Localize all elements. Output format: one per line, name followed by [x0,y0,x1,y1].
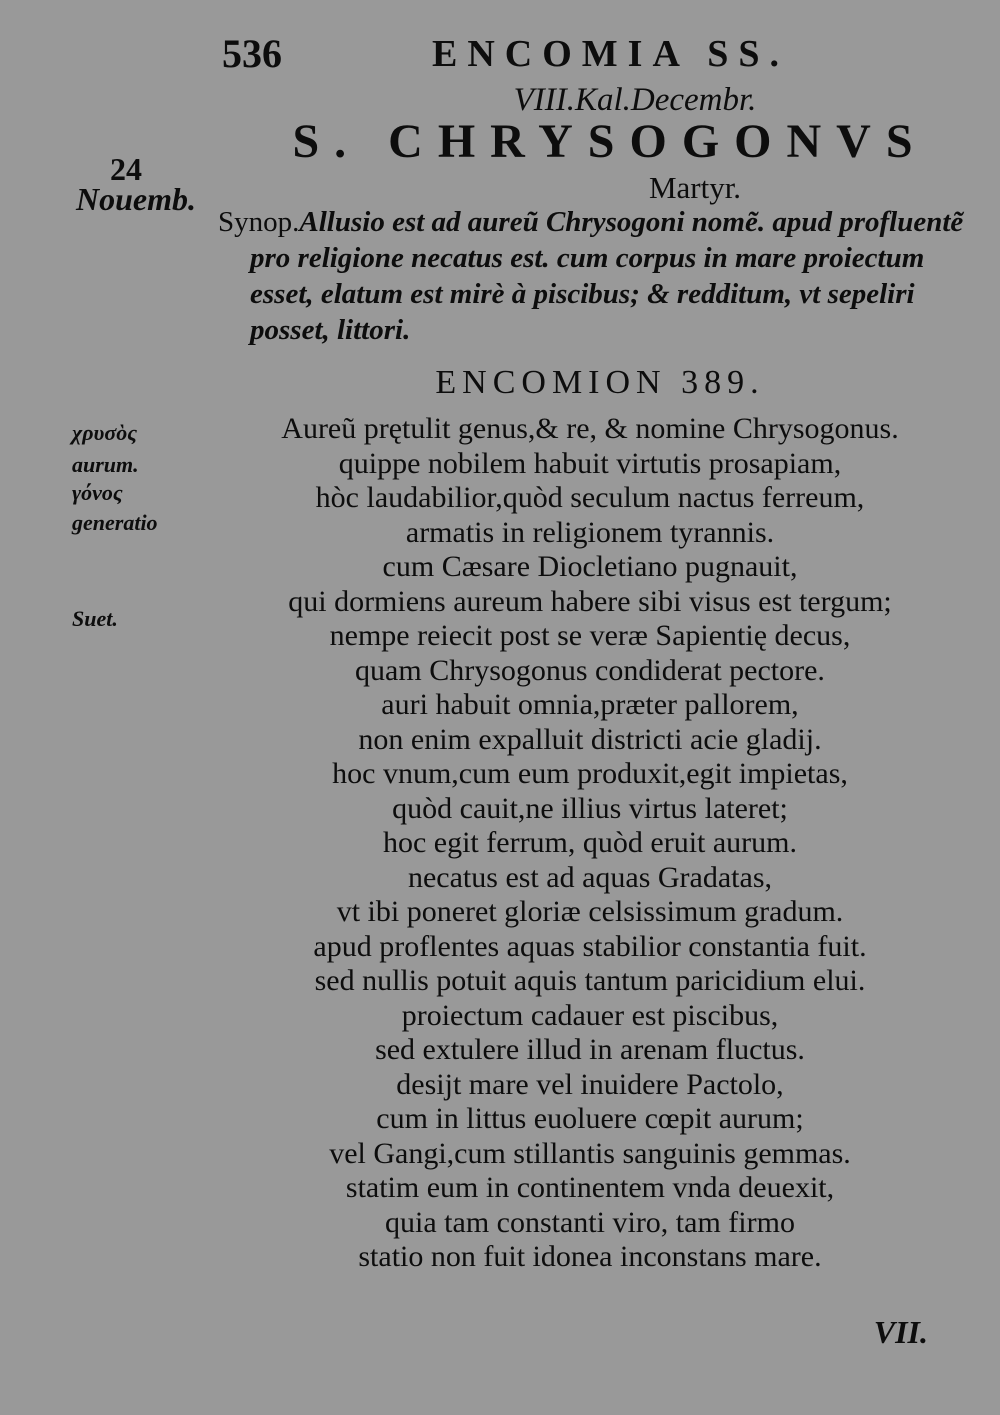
verse-line: statio non fuit idonea inconstans mare. [358,1240,822,1273]
synopsis-line: pro religione necatus est. cum corpus in mare proiectum [250,242,925,274]
verse-line: desijt mare vel inuidere Pactolo, [396,1067,784,1101]
margin-note: χρυσὸς [72,420,138,445]
feast-date: VIII.Kal.Decembr. [513,82,757,118]
margin-note: aurum. [72,452,139,477]
synopsis-line: posset, littori. [250,314,411,346]
synopsis-label: Synop. [218,206,300,238]
verse-line: vel Gangi,cum stillantis sanguinis gemmas. [329,1136,851,1170]
encomion-verses [190,412,990,1275]
verse-line: non enim expalluit districti acie gladij. [358,722,822,756]
verse-line: cum in littus euoluere cœpit aurum; [376,1102,804,1135]
verse-line: quippe nobilem habuit virtutis prosapiam, [338,446,842,480]
verse-line: cum Cæsare Diocletiano pugnauit, [382,550,798,583]
synopsis [218,204,988,348]
verse-line: necatus est ad aquas Gradatas, [407,860,772,894]
page-number: 536 [222,31,282,76]
verse-line: sed extulere illud in arenam fluctus. [375,1033,805,1066]
running-title: ENCOMIA SS. [432,33,790,75]
verse-line: hòc laudabilior,quòd seculum nactus ferreum, [315,481,865,514]
verse-line: vt ibi poneret gloriæ celsissimum gradum. [336,895,844,928]
verse-line: quam Chrysogonus condiderat pectore. [355,653,825,687]
margin-date [76,151,196,217]
verse-line: statim eum in continentem vnda deuexit, [345,1171,835,1204]
synopsis-line: esset, elatum est mirè à piscibus; & redditum, vt sepeliri [250,278,915,310]
running-head [0,30,1000,78]
verse-line: auri habuit omnia,præter pallorem, [381,688,799,721]
verse-line: hoc egit ferrum, quòd eruit aurum. [382,826,798,859]
verse-line: nempe reiecit post se veræ Sapientię decus, [329,619,851,652]
margin-note: generatio [72,510,158,535]
verse-line: apud proflentes aquas stabilior constantia fuit. [313,929,867,963]
catchword: VII. [873,1314,928,1350]
verse-line: armatis in religionem tyrannis. [405,515,775,549]
verse-line: Aureũ prętulit genus,& re, & nomine Chrysogonus. [281,412,899,445]
margin-note: Suet. [72,606,118,631]
saint-title: Martyr. [648,170,742,205]
verse-line: quòd cauit,ne illius virtus lateret; [392,791,788,825]
margin-note: γόνος [72,480,123,505]
synopsis-text: Allusio est ad aureũ Chrysogoni nomẽ. apud profluentẽ [299,206,964,238]
verse-line: quia tam constanti viro, tam firmo [385,1205,795,1239]
saint-name: S. CHRYSOGONVS [292,115,928,168]
verse-line: hoc vnum,cum eum produxit,egit impietas, [332,757,848,790]
verse-line: qui dormiens aureum habere sibi visus est tergum; [288,584,892,618]
verse-line: sed nullis potuit aquis tantum paricidium elui. [314,964,866,997]
verse-line: proiectum cadauer est piscibus, [401,998,779,1032]
margin-date-month: Nouemb. [76,181,196,217]
margin-date-day: 24 [110,151,142,187]
encomion-heading: ENCOMION 389. [435,364,765,401]
synopsis-line [218,204,988,240]
